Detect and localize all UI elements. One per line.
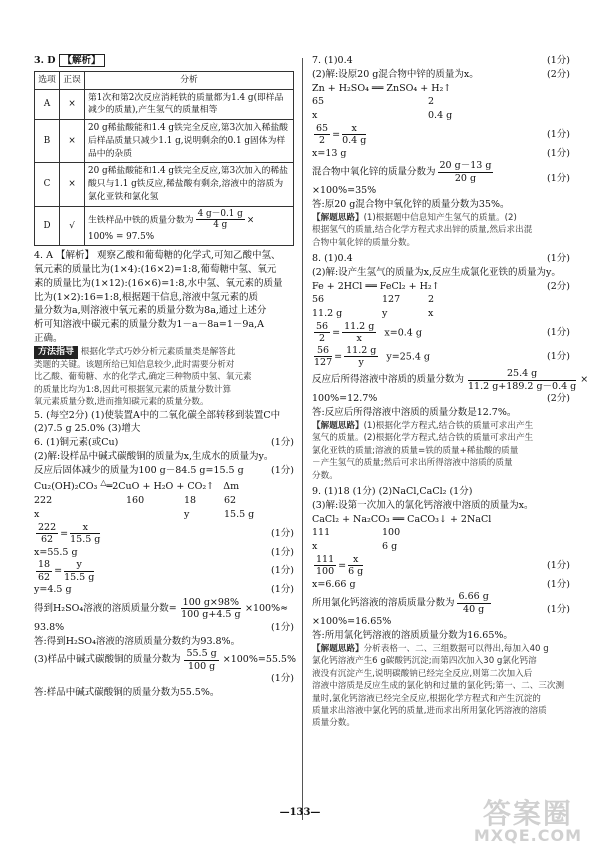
method-tag: 方法指导 [34, 346, 78, 359]
page-number: —133— [279, 807, 321, 818]
q4-answer: 4. A 【解析】 观察乙酸和葡萄糖的化学式,可知乙酸中氢、 氧元素的质量比为(1×4):(16×2)=1:8,葡萄糖中氢、氧元 素的质量比为(1×12):(16×6)=1:8,水中氢、氧元素的质量 比为(1×2):16=1:8,根据题干信息,溶液中氢元素的质 量分数为a,则溶液中氧元素的质量分数为8a,通过上述分 析可知溶液中碳元素的质量分数为1－a－8a=1－9a,A 正确。 [34, 250, 283, 344]
q5-answer: 5. (每空2分) (1)使装置A中的二氧化碳全部转移到装置C中 (2)7.5 g 25.0% (3)增大 [34, 409, 281, 435]
table-row: B × 20 g稀盐酸能和1.4 g铁完全反应,第3次加入稀盐酸后样品质量只减少1.1 g,说明剩余的0.1 g固体为样品中的杂质 [35, 120, 294, 163]
method-guide: 方法指导 根据化学式巧妙分析元素质量类是解答此 类题的关键。该题所给已知信息较少,此时需要分析对 比乙酸、葡萄糖、水的化学式,确定三种物质中氢、氧元素 的质量比均为1:8,因此可根据氢元素的质量分数计算 氧元素质量分数,进而推知碳元素的质量分数。 [34, 346, 252, 408]
q8-answer: 8. (1)0.4 (1分) (2)解:设产生氢气的质量为x,反应生成氯化亚铁的质量为y。 Fe + 2HCl ══ FeCl₂ + H₂↑ (2分) 56 127 2 11.2 g y x $\frac{56}{2}$ = $\frac{11.2 g}{x}$ x=0.4 g (1分) $\frac{56}{127}$ = $\frac{11.2 g}{y}$ y=25.4 g (1分) 反应后所得溶液中溶质的质量分数为 $\frac{25.4 g}{11.2 g+189.2 g-0.4 g}$ × 100%=12.7% (2分) 答:反应后所得溶液中溶质的质量分数是12.7%。 【解题思路】(1)根据化学方程式,结合铁的质量可求出产生 氢气的质量。(2)根据化学方程式,结合铁的质量可求出产生 氯化亚铁的质量;溶液的质量=铁的质量+稀盐酸的质量 －产生氢气的质量;然后可求出所得溶液中溶质的质量 分数。 [312, 253, 589, 481]
table-row: D √ 生铁样品中铁的质量分数为 $\frac{4 g-0.1 g}{4 g}$ × 100% = 97.5% [35, 206, 294, 246]
table-row: C × 20 g稀盐酸能和1.4 g铁完全反应,第3次加入的稀盐酸只与1.1 g铁反应,稀盐酸有剩余,溶液中的溶质为氯化亚铁和氯化氢 [35, 163, 294, 206]
q3-header: 3. D 【解析】 [34, 54, 294, 68]
q7-answer: 7. (1)0.4 (1分) (2)解:设原20 g混合物中锌的质量为x。 (2分) Zn + H₂SO₄ ══ ZnSO₄ + H₂↑ 65 2 x 0.4 g $\frac{65}{2}$ = $\frac{x}{0.4 g}$ (1分) x=13 g (1分) 混合物中氧化锌的质量分数为 $\frac{20 g-13 g}{20 g}$ ×100%=35% (1分) 答:原20 g混合物中氧化锌的质量分数为35%。 【解题思路】(1)根据题中信息知产生氢气的质量。(2) 根据氢气的质量,结合化学方程式求出锌的质量,然后求出混 合物中氧化锌的质量分数。 [312, 55, 570, 248]
column-divider [302, 58, 303, 820]
q9-answer: 9. (1)18 (1分) (2)NaCl,CaCl₂ (1分) (3)解:设第一次加入的氯化钙溶液中溶质的质量为x。 CaCl₂ + Na₂CO₃ ══ CaCO₃↓ + 2NaCl 111 100 x 6 g $\frac{111}{100}$ = $\frac{x}{6 g}$ (1分) x=6.66 g (1分) 所用氯化钙溶液的溶质质量分数为 $\frac{6.66 g}{40 g}$ ×100%=16.65% (1分) 答:所用氯化钙溶液的溶质质量分数为16.65%。 【解题思路】分析表格一、二、三组数据可以得出,每加入40 g 氯化钙溶液产生6 g碳酸钙沉淀;而第四次加入30 g氯化钙溶 液没有沉淀产生,说明碳酸钠已经完全反应,则第二次加入后 溶液中溶质是反应生成的氯化钠和过量的氯化钙;第一、二、三次测 量时,氯化钙溶液已经完全反应,根据化学方程式和产生沉淀的 质量求出溶液中氯化钙的质量,进而求出所用氯化钙溶液的溶质 质量分数。 [312, 486, 570, 729]
table-header-row: 选项 正误 分析 [35, 71, 294, 89]
q3-analysis-table [34, 71, 294, 247]
q6-answer: 6. (1)铜元素(或Cu) (1分) (2)解:设样品中碱式碳酸铜的质量为x,生成水的质量为y。 反应后固体减少的质量为100 g－84.5 g=15.5 g (1分) Cu₂(OH)₂CO₃ △═2CuO + H₂O + CO₂↑ Δm 222 160 18 62 x y 15.5 g $\frac{222}{62}$ = $\frac{x}{15.5 g}$ (1分) x=55.5 g (1分) $\frac{18}{62}$ = $\frac{y}{15.5 g}$ (1分) y=4.5 g (1分) 得到H₂SO₄溶液的溶质质量分数= $\frac{100 g\times 98\%}{100 g+4.5 g}$ ×100%≈ 93.8% (1分) 答:得到H₂SO₄溶液的溶质质量分数约为93.8%。 (3)样品中碱式碳酸铜的质量分数为 $\frac{55.5 g}{100 g}$ ×100%=55.5% (1分) 答:样品中碱式碳酸铜的质量分数为55.5%。 [34, 437, 296, 698]
q6-equation: Cu₂(OH)₂CO₃ △═2CuO + H₂O + CO₂↑ Δm [34, 478, 240, 493]
left-column [34, 54, 294, 700]
right-column [312, 54, 589, 730]
table-row: A × 第1次和第2次反应消耗铁的质量都为1.4 g(即样品减少的质量),产生氢气的质量相等 [35, 89, 294, 120]
site-watermark: 答案圈 MXQE.COM [473, 797, 582, 845]
